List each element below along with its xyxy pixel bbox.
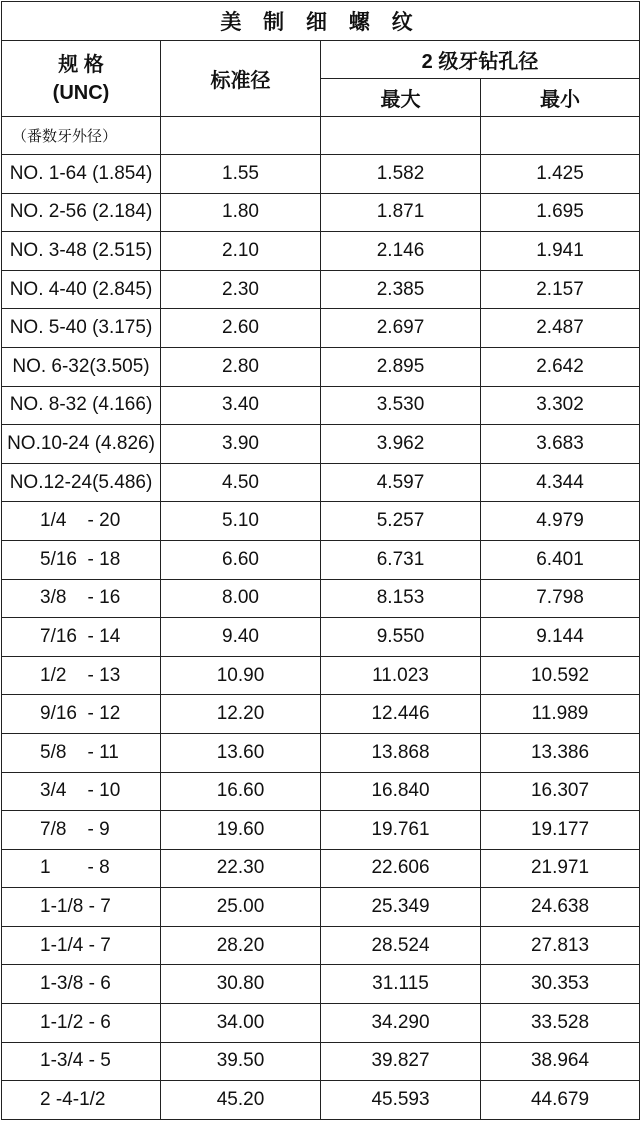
table-row (2, 502, 640, 541)
max-cell: 25.349 (321, 888, 481, 927)
min-cell: 3.302 (481, 386, 640, 425)
max-cell: 9.550 (321, 618, 481, 657)
spec-cell: 1-1/8 - 7 (2, 888, 161, 927)
table-row (2, 1004, 640, 1043)
max-cell: 16.840 (321, 772, 481, 811)
standard-cell: 3.40 (161, 386, 321, 425)
min-cell: 2.487 (481, 309, 640, 348)
spec-cell: 9/16 - 12 (2, 695, 161, 734)
max-cell: 39.827 (321, 1042, 481, 1081)
table-row (2, 733, 640, 772)
spec-note: （番数牙外径） (2, 117, 161, 155)
spec-cell: 3/4 - 10 (2, 772, 161, 811)
max-cell: 1.582 (321, 155, 481, 194)
max-cell: 31.115 (321, 965, 481, 1004)
max-cell: 28.524 (321, 926, 481, 965)
standard-cell: 12.20 (161, 695, 321, 734)
standard-cell: 8.00 (161, 579, 321, 618)
spec-cell: 3/8 - 16 (2, 579, 161, 618)
standard-cell: 5.10 (161, 502, 321, 541)
note-empty-cell (481, 117, 640, 155)
standard-header: 标准径 (161, 41, 321, 117)
spec-cell: NO. 4-40 (2.845) (2, 270, 161, 309)
max-cell: 8.153 (321, 579, 481, 618)
max-cell: 34.290 (321, 1004, 481, 1043)
spec-cell: NO. 6-32(3.505) (2, 347, 161, 386)
max-cell: 11.023 (321, 656, 481, 695)
table-row (2, 425, 640, 464)
min-cell: 11.989 (481, 695, 640, 734)
standard-cell: 2.30 (161, 270, 321, 309)
spec-cell: 1/2 - 13 (2, 656, 161, 695)
min-cell: 13.386 (481, 733, 640, 772)
min-cell: 4.979 (481, 502, 640, 541)
spec-cell: 5/8 - 11 (2, 733, 161, 772)
standard-cell: 28.20 (161, 926, 321, 965)
standard-cell: 2.10 (161, 232, 321, 271)
spec-header-line2: (UNC) (52, 81, 110, 104)
spec-cell: NO. 3-48 (2.515) (2, 232, 161, 271)
max-cell: 2.146 (321, 232, 481, 271)
max-header: 最大 (321, 79, 481, 117)
min-cell: 30.353 (481, 965, 640, 1004)
spec-cell: NO.10-24 (4.826) (2, 425, 161, 464)
standard-cell: 13.60 (161, 733, 321, 772)
min-cell: 24.638 (481, 888, 640, 927)
table-row (2, 540, 640, 579)
spec-cell: NO. 2-56 (2.184) (2, 193, 161, 232)
min-cell: 10.592 (481, 656, 640, 695)
max-cell: 19.761 (321, 811, 481, 850)
table-row (2, 386, 640, 425)
min-cell: 3.683 (481, 425, 640, 464)
standard-cell: 2.80 (161, 347, 321, 386)
max-cell: 2.697 (321, 309, 481, 348)
table-row (2, 579, 640, 618)
table-row (2, 270, 640, 309)
table-row (2, 772, 640, 811)
min-cell: 7.798 (481, 579, 640, 618)
spec-cell: 1 - 8 (2, 849, 161, 888)
spec-cell: 2 -4-1/2 (2, 1081, 161, 1120)
standard-cell: 6.60 (161, 540, 321, 579)
max-cell: 5.257 (321, 502, 481, 541)
table-row (2, 618, 640, 657)
standard-cell: 39.50 (161, 1042, 321, 1081)
min-cell: 1.425 (481, 155, 640, 194)
standard-cell: 2.60 (161, 309, 321, 348)
table-row (2, 1081, 640, 1120)
note-row (2, 117, 640, 155)
max-cell: 4.597 (321, 463, 481, 502)
standard-cell: 22.30 (161, 849, 321, 888)
max-cell: 3.962 (321, 425, 481, 464)
standard-cell: 16.60 (161, 772, 321, 811)
max-cell: 2.895 (321, 347, 481, 386)
min-cell: 6.401 (481, 540, 640, 579)
standard-cell: 9.40 (161, 618, 321, 657)
min-cell: 2.642 (481, 347, 640, 386)
standard-cell: 3.90 (161, 425, 321, 464)
table-row (2, 309, 640, 348)
max-cell: 13.868 (321, 733, 481, 772)
table-row (2, 965, 640, 1004)
min-cell: 1.941 (481, 232, 640, 271)
spec-cell: 1-1/4 - 7 (2, 926, 161, 965)
spec-cell: NO. 1-64 (1.854) (2, 155, 161, 194)
max-cell: 2.385 (321, 270, 481, 309)
min-cell: 9.144 (481, 618, 640, 657)
standard-cell: 19.60 (161, 811, 321, 850)
max-cell: 3.530 (321, 386, 481, 425)
standard-cell: 10.90 (161, 656, 321, 695)
min-cell: 19.177 (481, 811, 640, 850)
spec-cell: NO. 5-40 (3.175) (2, 309, 161, 348)
table-row (2, 926, 640, 965)
min-cell: 2.157 (481, 270, 640, 309)
standard-cell: 30.80 (161, 965, 321, 1004)
spec-header (2, 41, 161, 117)
standard-cell: 34.00 (161, 1004, 321, 1043)
spec-cell: NO.12-24(5.486) (2, 463, 161, 502)
thread-table (1, 1, 640, 1120)
table-row (2, 695, 640, 734)
min-cell: 38.964 (481, 1042, 640, 1081)
min-cell: 1.695 (481, 193, 640, 232)
max-cell: 45.593 (321, 1081, 481, 1120)
header-row-1 (2, 41, 640, 79)
max-cell: 22.606 (321, 849, 481, 888)
min-header: 最小 (481, 79, 640, 117)
spec-cell: 1-1/2 - 6 (2, 1004, 161, 1043)
standard-cell: 25.00 (161, 888, 321, 927)
standard-cell: 1.55 (161, 155, 321, 194)
min-cell: 21.971 (481, 849, 640, 888)
spec-cell: 1-3/8 - 6 (2, 965, 161, 1004)
note-empty-cell (321, 117, 481, 155)
standard-cell: 45.20 (161, 1081, 321, 1120)
table-row (2, 347, 640, 386)
min-cell: 44.679 (481, 1081, 640, 1120)
spec-cell: 7/8 - 9 (2, 811, 161, 850)
spec-cell: NO. 8-32 (4.166) (2, 386, 161, 425)
min-cell: 27.813 (481, 926, 640, 965)
max-cell: 6.731 (321, 540, 481, 579)
min-cell: 33.528 (481, 1004, 640, 1043)
table-row (2, 849, 640, 888)
table-row (2, 656, 640, 695)
table-row (2, 232, 640, 271)
standard-cell: 4.50 (161, 463, 321, 502)
table-row (2, 888, 640, 927)
title-row (2, 2, 640, 41)
max-cell: 1.871 (321, 193, 481, 232)
standard-cell: 1.80 (161, 193, 321, 232)
drill-group-header: 2 级牙钻孔径 (321, 41, 640, 79)
table-title: 美 制 细 螺 纹 (2, 2, 640, 41)
spec-cell: 5/16 - 18 (2, 540, 161, 579)
table-row (2, 193, 640, 232)
table-row (2, 1042, 640, 1081)
min-cell: 4.344 (481, 463, 640, 502)
spec-header-line1: 规 格 (58, 53, 104, 76)
min-cell: 16.307 (481, 772, 640, 811)
max-cell: 12.446 (321, 695, 481, 734)
spec-cell: 1/4 - 20 (2, 502, 161, 541)
table-row (2, 155, 640, 194)
spec-cell: 7/16 - 14 (2, 618, 161, 657)
note-empty-cell (161, 117, 321, 155)
table-row (2, 463, 640, 502)
table-row (2, 811, 640, 850)
spec-cell: 1-3/4 - 5 (2, 1042, 161, 1081)
